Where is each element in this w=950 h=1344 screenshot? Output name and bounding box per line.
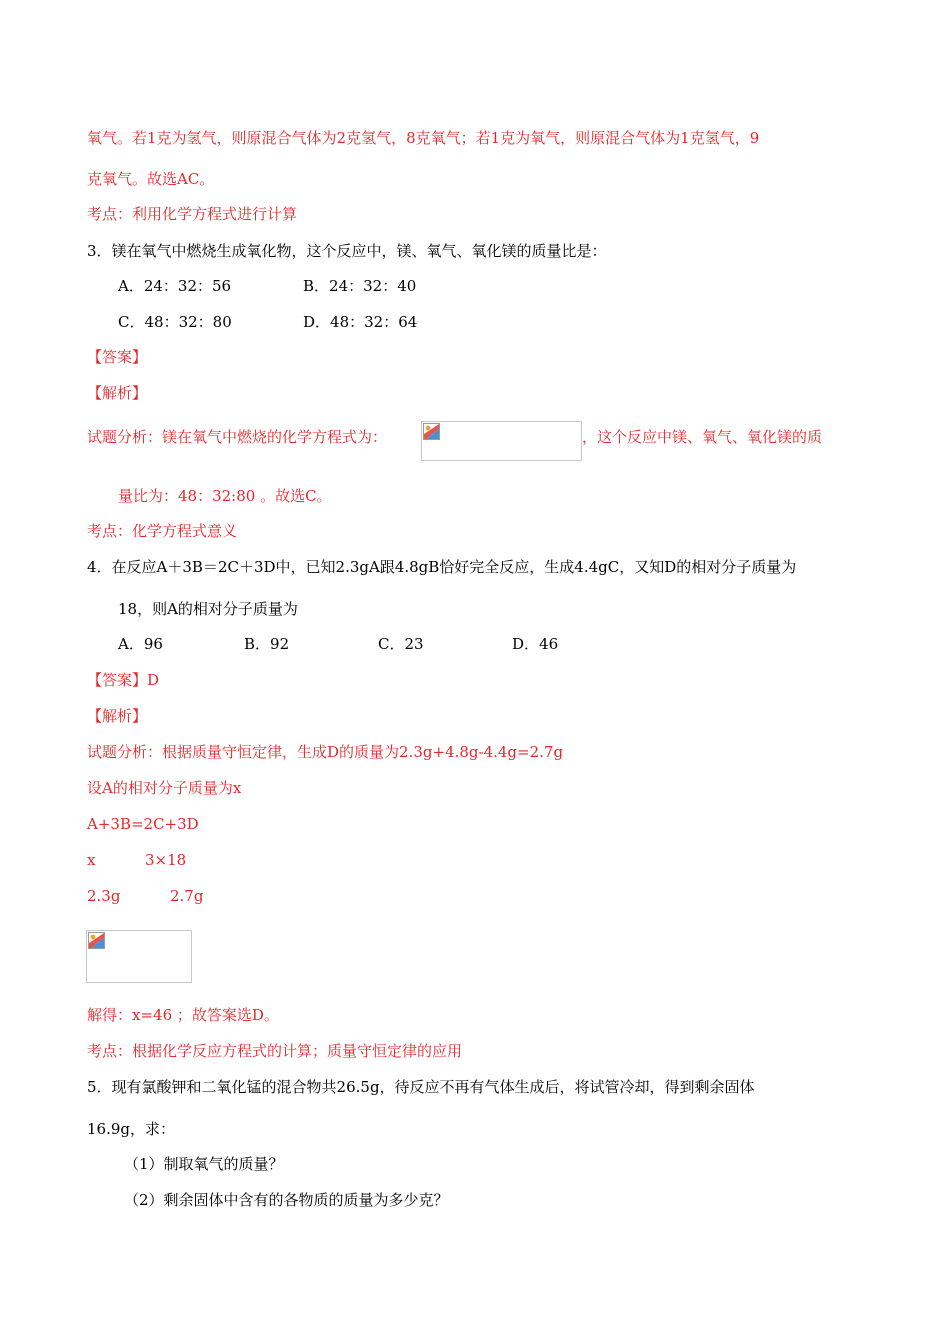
q3-analysis-text-a: 试题分析：镁在氧气中燃烧的化学方程式为：: [87, 428, 388, 446]
knowledge-point-2: 考点：利用化学方程式进行计算: [87, 205, 298, 223]
question-5-stem-line-2: 16.9g，求：: [87, 1120, 176, 1138]
q4-analysis-text: 试题分析：根据质量守恒定律，生成D的质量为2.3g+4.8g-4.4g=2.7g: [87, 743, 564, 761]
q4-answer-label: 【答案】: [87, 671, 148, 689]
broken-image-icon: [423, 423, 440, 440]
knowledge-point-3: 考点：化学方程式意义: [87, 522, 238, 540]
q4-step-4-right: 2.7g: [170, 887, 204, 905]
q3-analysis-label: 【解析】: [87, 384, 148, 402]
q4-solution-result: 解得：x=46 ；故答案选D。: [87, 1006, 279, 1024]
q3-option-c: C．48：32：80: [118, 313, 232, 331]
q3-analysis-text-c: 量比为：48：32:80 。故选C。: [118, 487, 332, 505]
q4-option-d: D．46: [512, 635, 559, 653]
question-3-stem: 3．镁在氧气中燃烧生成氧化物，这个反应中，镁、氧气、氧化镁的质量比是：: [87, 242, 607, 260]
q4-step-3-left: x: [87, 851, 96, 869]
q4-option-c: C．23: [378, 635, 424, 653]
q4-analysis-label: 【解析】: [87, 707, 148, 725]
solution-line-2: 克氧气。故选AC。: [87, 170, 215, 188]
q4-option-a: A．96: [118, 635, 163, 653]
knowledge-point-4: 考点：根据化学反应方程式的计算；质量守恒定律的应用: [87, 1042, 463, 1060]
question-4-stem-line-1: 4．在反应A＋3B＝2C＋3D中，已知2.3gA跟4.8gB恰好完全反应，生成4.4gC，又知D的相对分子质量为: [87, 558, 797, 576]
q4-step-4-left: 2.3g: [87, 887, 121, 905]
question-4-stem-line-2: 18，则A的相对分子质量为: [118, 600, 298, 618]
q4-step-3-right: 3×18: [145, 851, 187, 869]
question-5-stem-line-1: 5．现有氯酸钾和二氧化锰的混合物共26.5g，待反应不再有气体生成后，将试管冷却，得到剩余固体: [87, 1078, 755, 1096]
question-5-part-1: （1）制取氧气的质量？: [124, 1155, 284, 1173]
q3-option-b: B．24：32：40: [303, 277, 417, 295]
q3-analysis-text-b: ，这个反应中镁、氧气、氧化镁的质: [582, 428, 823, 446]
q3-option-d: D．48：32：64: [303, 313, 418, 331]
q4-answer: [87, 670, 159, 690]
q3-option-a: A．24：32：56: [118, 277, 232, 295]
solution-line-1: 氧气。若1克为氢气，则原混合气体为2克氢气，8克氧气；若1克为氧气，则原混合气体为1克氢气，9: [87, 129, 760, 147]
q4-step-equation: A+3B=2C+3D: [87, 815, 199, 833]
broken-image-icon: [88, 932, 105, 949]
q3-answer-label: 【答案】: [87, 348, 148, 366]
q4-answer-value: D: [147, 671, 160, 689]
question-5-part-2: （2）剩余固体中含有的各物质的质量为多少克？: [124, 1191, 449, 1209]
q4-option-b: B．92: [244, 635, 290, 653]
ratio-image-placeholder: [86, 930, 192, 983]
equation-image-placeholder: [421, 421, 582, 461]
q4-step-1: 设A的相对分子质量为x: [87, 779, 242, 797]
